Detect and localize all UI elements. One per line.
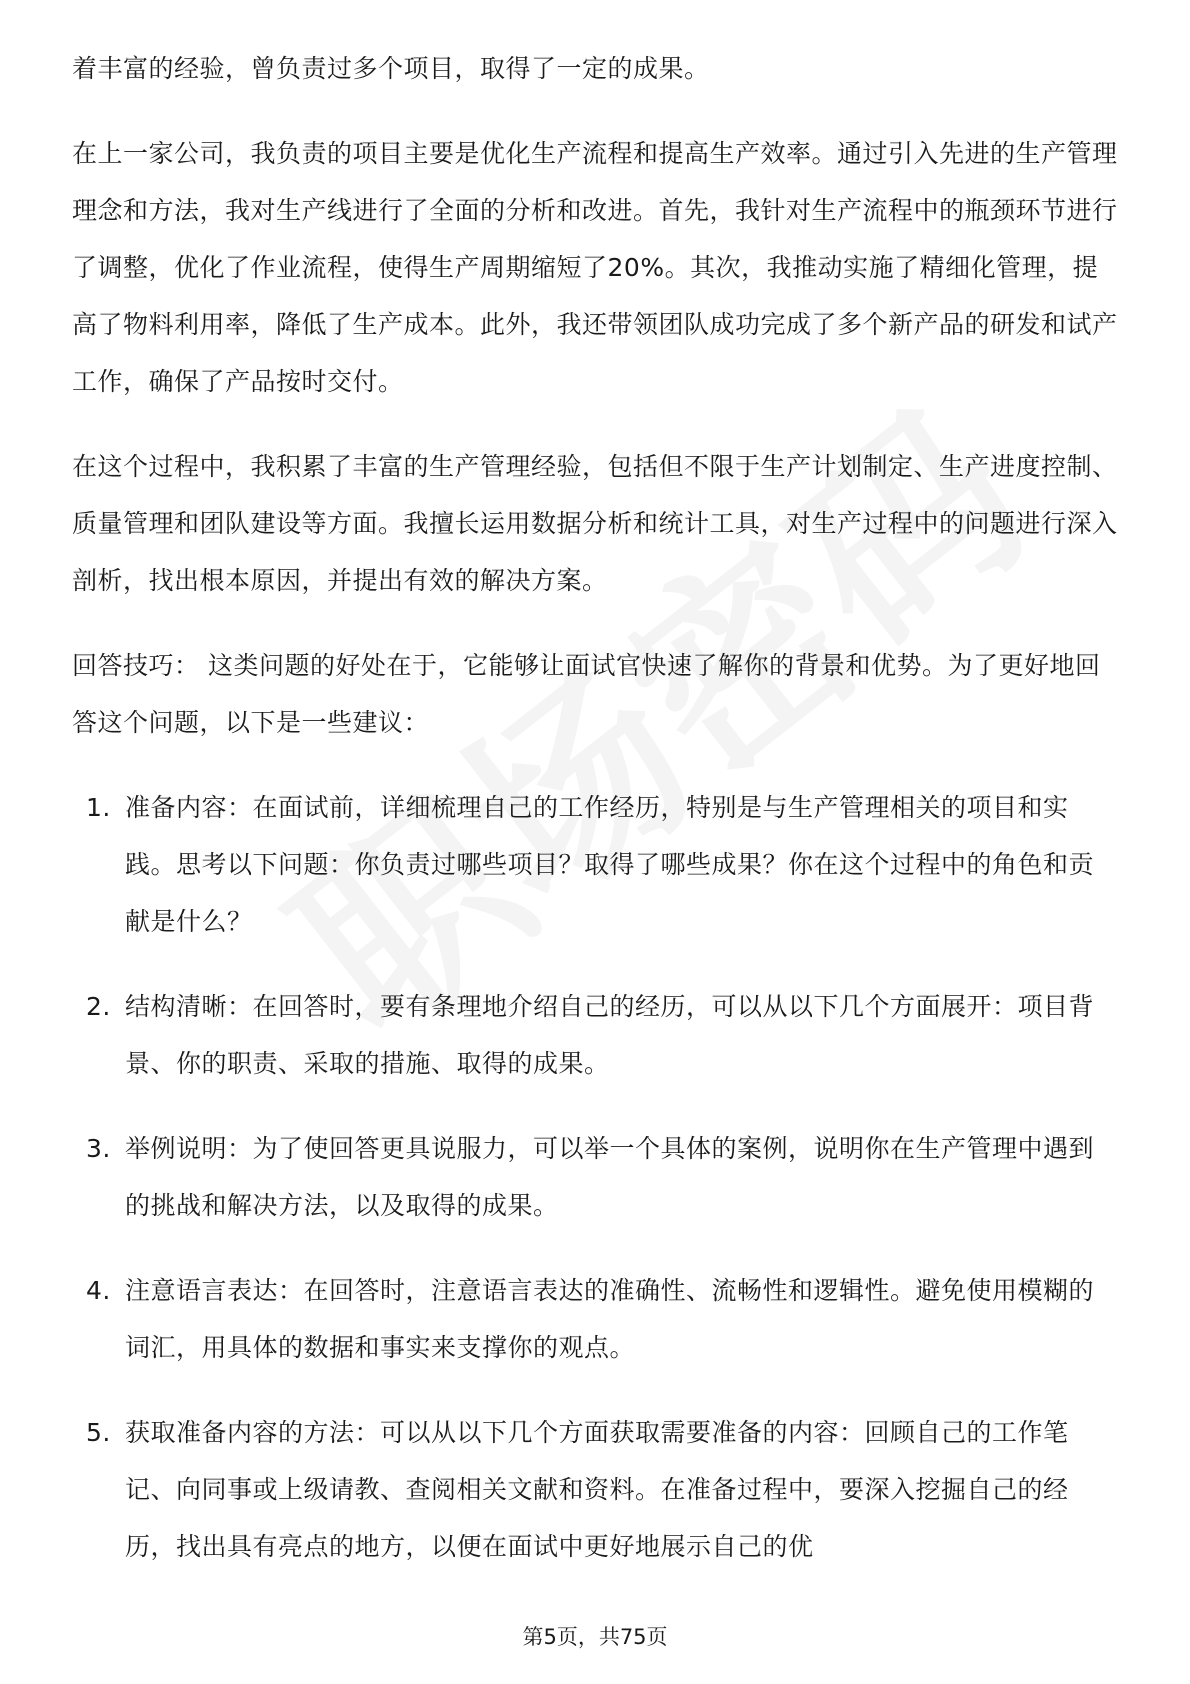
list-item-number: 5. — [86, 1418, 111, 1447]
paragraph-answer-tips: 回答技巧： 这类问题的好处在于，它能够让面试官快速了解你的背景和优势。为了更好地回答这个问题，以下是一些建议： — [72, 651, 1101, 737]
paragraph-continuation: 着丰富的经验，曾负责过多个项目，取得了一定的成果。 — [72, 54, 710, 83]
list-item-number: 3. — [86, 1134, 111, 1163]
list-item-number: 2. — [86, 992, 111, 1021]
list-item-number: 1. — [86, 793, 111, 822]
list-item-text: 准备内容：在面试前，详细梳理自己的工作经历，特别是与生产管理相关的项目和实践。思考以下问题：你负责过哪些项目？取得了哪些成果？你在这个过程中的角色和贡献是什么？ — [125, 793, 1095, 936]
list-item — [72, 1120, 1118, 1234]
list-item-text: 结构清晰：在回答时，要有条理地介绍自己的经历，可以从以下几个方面展开：项目背景、你的职责、采取的措施、取得的成果。 — [125, 992, 1095, 1078]
list-item — [72, 779, 1118, 950]
list-item-number: 4. — [86, 1276, 111, 1305]
list-item-text: 获取准备内容的方法：可以从以下几个方面获取需要准备的内容：回顾自己的工作笔记、向同事或上级请教、查阅相关文献和资料。在准备过程中，要深入挖掘自己的经历，找出具有亮点的地方，以便在面试中更好地展示自己的优 — [125, 1418, 1069, 1561]
list-item-text: 注意语言表达：在回答时，注意语言表达的准确性、流畅性和逻辑性。避免使用模糊的词汇，用具体的数据和事实来支撑你的观点。 — [125, 1276, 1095, 1362]
tips-list — [72, 779, 1118, 1575]
list-item — [72, 1404, 1118, 1575]
paragraph-experience: 在这个过程中，我积累了丰富的生产管理经验，包括但不限于生产计划制定、生产进度控制、质量管理和团队建设等方面。我擅长运用数据分析和统计工具，对生产过程中的问题进行深入剖析，找出根本原因，并提出有效的解决方案。 — [72, 452, 1118, 595]
list-item — [72, 978, 1118, 1092]
page-content — [72, 40, 1118, 1603]
page-number-footer: 第5页，共75页 — [522, 1625, 668, 1649]
list-item-text: 举例说明：为了使回答更具说服力，可以举一个具体的案例，说明你在生产管理中遇到的挑战和解决方法，以及取得的成果。 — [125, 1134, 1095, 1220]
list-item — [72, 1262, 1118, 1376]
paragraph-previous-company: 在上一家公司，我负责的项目主要是优化生产流程和提高生产效率。通过引入先进的生产管理理念和方法，我对生产线进行了全面的分析和改进。首先，我针对生产流程中的瓶颈环节进行了调整，优化了作业流程，使得生产周期缩短了20%。其次，我推动实施了精细化管理，提高了物料利用率，降低了生产成本。此外，我还带领团队成功完成了多个新产品的研发和试产工作，确保了产品按时交付。 — [72, 139, 1118, 396]
